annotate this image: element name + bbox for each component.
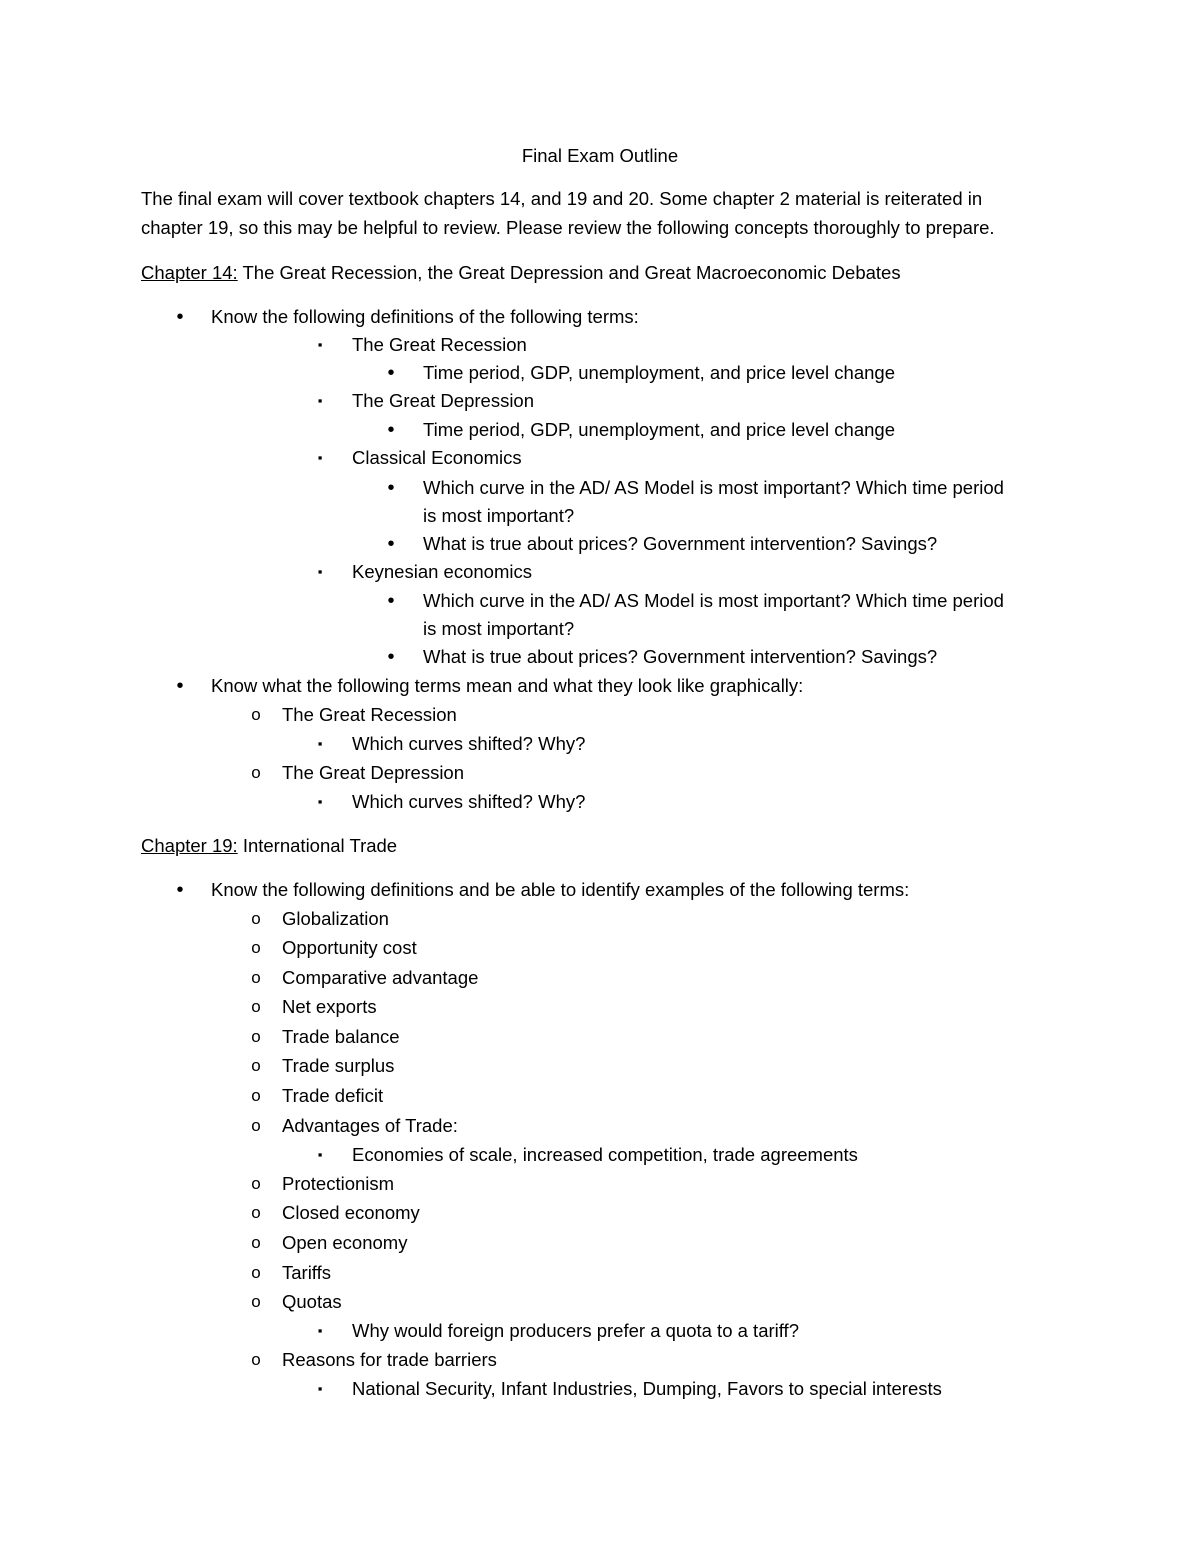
- bullet-circle-icon: o: [251, 763, 261, 782]
- ch19-tariffs: Tariffs: [282, 1262, 332, 1283]
- bullet-square-icon: ▪: [317, 1323, 323, 1338]
- bullet-circle-icon: o: [251, 938, 261, 957]
- ch14-graph-depression-question: Which curves shifted? Why?: [352, 791, 586, 812]
- ch14-classical-economics: Classical Economics: [352, 447, 522, 468]
- bullet-circle-icon: o: [251, 1086, 261, 1105]
- bullet-disc-icon: •: [176, 675, 184, 697]
- ch14-graph-great-depression: The Great Depression: [282, 762, 465, 783]
- bullet-circle-icon: o: [251, 968, 261, 987]
- ch19-protectionism: Protectionism: [282, 1173, 395, 1194]
- ch14-keynesian-economics: Keynesian economics: [352, 561, 532, 582]
- ch14-graph-recession-question: Which curves shifted? Why?: [352, 733, 586, 754]
- chapter-14-label: Chapter 14:: [141, 262, 238, 283]
- ch19-quotas-question: Why would foreign producers prefer a quota to a tariff?: [352, 1320, 799, 1341]
- ch19-reasons-trade-barriers: Reasons for trade barriers: [282, 1349, 497, 1370]
- ch19-reasons-detail: National Security, Infant Industries, Dumping, Favors to special interests: [352, 1378, 942, 1399]
- ch19-net-exports: Net exports: [282, 996, 377, 1017]
- bullet-square-icon: ▪: [317, 450, 323, 465]
- ch19-opportunity-cost: Opportunity cost: [282, 937, 417, 958]
- bullet-circle-icon: o: [251, 1116, 261, 1135]
- chapter-19-title: International Trade: [237, 835, 398, 856]
- bullet-square-icon: ▪: [317, 736, 323, 751]
- bullet-circle-icon: o: [251, 1350, 261, 1369]
- ch19-know-definitions: Know the following definitions and be able to identify examples of the following terms:: [211, 879, 910, 900]
- bullet-square-icon: ▪: [317, 393, 323, 408]
- ch19-advantages-of-trade: Advantages of Trade:: [282, 1115, 458, 1136]
- bullet-disc-icon: •: [387, 362, 395, 384]
- bullet-circle-icon: o: [251, 1174, 261, 1193]
- ch19-advantages-detail: Economies of scale, increased competition, trade agreements: [352, 1144, 858, 1165]
- chapter-14-title: The Great Recession, the Great Depression and Great Macroeconomic Debates: [237, 262, 901, 283]
- ch14-know-definitions: Know the following definitions of the following terms:: [211, 306, 639, 327]
- bullet-circle-icon: o: [251, 1233, 261, 1252]
- ch14-classical-question-1: Which curve in the AD/ AS Model is most important? Which time period: [423, 477, 1004, 498]
- bullet-circle-icon: o: [251, 1056, 261, 1075]
- bullet-disc-icon: •: [176, 306, 184, 328]
- bullet-square-icon: ▪: [317, 337, 323, 352]
- bullet-circle-icon: o: [251, 1203, 261, 1222]
- ch19-closed-economy: Closed economy: [282, 1202, 420, 1223]
- ch14-great-depression: The Great Depression: [352, 390, 535, 411]
- bullet-disc-icon: •: [387, 590, 395, 612]
- ch14-keynesian-question-2: What is true about prices? Government intervention? Savings?: [423, 646, 938, 667]
- document-title: Final Exam Outline: [521, 145, 679, 166]
- ch14-recession-detail: Time period, GDP, unemployment, and price level change: [423, 362, 896, 383]
- ch19-open-economy: Open economy: [282, 1232, 408, 1253]
- ch14-graph-great-recession: The Great Recession: [282, 704, 457, 725]
- bullet-square-icon: ▪: [317, 1147, 323, 1162]
- bullet-circle-icon: o: [251, 705, 261, 724]
- bullet-circle-icon: o: [251, 1027, 261, 1046]
- bullet-disc-icon: •: [387, 533, 395, 555]
- ch14-keynesian-question-1: Which curve in the AD/ AS Model is most important? Which time period: [423, 590, 1004, 611]
- ch14-know-graphically: Know what the following terms mean and what they look like graphically:: [211, 675, 804, 696]
- ch14-classical-question-2: What is true about prices? Government intervention? Savings?: [423, 533, 938, 554]
- intro-line-1: The final exam will cover textbook chapters 14, and 19 and 20. Some chapter 2 material is reiterated in: [141, 188, 983, 209]
- chapter-14-heading: [141, 261, 901, 285]
- bullet-circle-icon: o: [251, 1263, 261, 1282]
- bullet-square-icon: ▪: [317, 1381, 323, 1396]
- bullet-circle-icon: o: [251, 1292, 261, 1311]
- ch19-comparative-advantage: Comparative advantage: [282, 967, 479, 988]
- bullet-circle-icon: o: [251, 909, 261, 928]
- bullet-square-icon: ▪: [317, 564, 323, 579]
- ch14-keynesian-question-1-cont: is most important?: [423, 618, 575, 639]
- bullet-circle-icon: o: [251, 997, 261, 1016]
- bullet-disc-icon: •: [387, 646, 395, 668]
- chapter-19-heading: [141, 834, 397, 858]
- chapter-19-label: Chapter 19:: [141, 835, 238, 856]
- ch19-globalization: Globalization: [282, 908, 389, 929]
- ch19-trade-balance: Trade balance: [282, 1026, 400, 1047]
- bullet-square-icon: ▪: [317, 794, 323, 809]
- intro-line-2: chapter 19, so this may be helpful to review. Please review the following concepts thoroughly to prepare.: [141, 217, 995, 238]
- bullet-disc-icon: •: [387, 477, 395, 499]
- ch14-depression-detail: Time period, GDP, unemployment, and price level change: [423, 419, 896, 440]
- ch14-classical-question-1-cont: is most important?: [423, 505, 575, 526]
- bullet-disc-icon: •: [387, 419, 395, 441]
- ch19-quotas: Quotas: [282, 1291, 342, 1312]
- ch19-trade-deficit: Trade deficit: [282, 1085, 384, 1106]
- ch14-great-recession: The Great Recession: [352, 334, 527, 355]
- bullet-disc-icon: •: [176, 879, 184, 901]
- ch19-trade-surplus: Trade surplus: [282, 1055, 395, 1076]
